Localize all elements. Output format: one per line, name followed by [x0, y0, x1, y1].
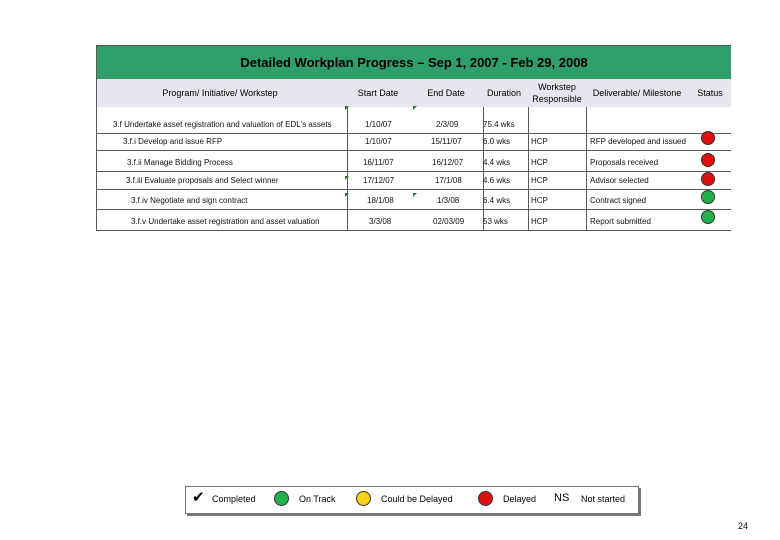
table-row	[97, 134, 731, 151]
row-duration: 6.0 wks	[483, 137, 511, 146]
status-legend	[185, 486, 639, 514]
row-deliverable: RFP developed and issued	[590, 137, 686, 146]
page-title: Detailed Workplan Progress – Sep 1, 2007 - Feb 29, 2008	[96, 45, 731, 79]
row-duration: 4.6 wks	[483, 176, 511, 185]
col-start: Start Date	[357, 88, 399, 98]
legend-not-started: Not started	[581, 494, 626, 504]
table-row	[97, 155, 731, 172]
row-end: 15/11/07	[431, 137, 462, 146]
row-deliverable: Proposals received	[590, 158, 659, 167]
row-program: 3.f.v Undertake asset registration and asset valuation	[131, 217, 320, 226]
row-start: 3/3/08	[369, 217, 392, 226]
page-number: 24	[738, 521, 749, 531]
col-deliverable: Deliverable/ Milestone	[592, 88, 682, 98]
table-row	[97, 117, 731, 134]
row-responsible: HCP	[531, 137, 548, 146]
start-flag-icon	[345, 106, 349, 110]
row-start: 16/11/07	[363, 158, 394, 167]
row-end: 16/12/07	[432, 158, 464, 167]
workplan-table	[96, 107, 731, 231]
legend-delayed: Delayed	[503, 494, 537, 504]
row-duration: 53 wks	[483, 217, 508, 226]
status-on-track-icon	[701, 210, 715, 224]
row-program: 3.f.ii Manage Bidding Process	[127, 158, 233, 167]
row-start: 18/1/08	[367, 196, 394, 205]
row-duration: 4.4 wks	[483, 158, 511, 167]
col-duration: Duration	[486, 88, 522, 98]
legend-on-track-icon	[274, 491, 289, 506]
row-duration: 75.4 wks	[483, 120, 515, 129]
table-header	[96, 79, 731, 107]
legend-completed: Completed	[212, 494, 256, 504]
row-start: 17/12/07	[363, 176, 395, 185]
status-delayed-icon	[701, 131, 715, 145]
row-end: 02/03/09	[433, 217, 465, 226]
row-responsible: HCP	[531, 217, 548, 226]
legend-could-be-delayed: Could be Delayed	[381, 494, 453, 504]
row-duration: 6.4 wks	[483, 196, 511, 205]
completed-check-icon: ✔	[192, 489, 205, 506]
legend-could-be-delayed-icon	[356, 491, 371, 506]
table-row	[97, 193, 731, 210]
row-program: 3.f.iv Negotiate and sign contract	[131, 196, 248, 205]
row-responsible: HCP	[531, 176, 548, 185]
table-row	[97, 214, 731, 231]
status-on-track-icon	[701, 190, 715, 204]
row-start: 1/10/07	[365, 120, 392, 129]
row-program: 3.f.iii Evaluate proposals and Select winner	[126, 176, 279, 185]
row-end: 17/1/08	[435, 176, 462, 185]
col-end: End Date	[427, 88, 465, 98]
row-program: 3.f.i Develop and issue RFP	[123, 137, 223, 146]
row-responsible: HCP	[531, 158, 548, 167]
status-delayed-icon	[701, 153, 715, 167]
row-deliverable: Advisor selected	[590, 176, 649, 185]
table-row	[97, 173, 731, 190]
col-responsible-1: Workstep	[538, 82, 576, 92]
legend-delayed-icon	[478, 491, 493, 506]
legend-on-track: On Track	[299, 494, 336, 504]
row-program: 3.f Undertake asset registration and valuation of EDL's assets	[113, 120, 332, 129]
row-start: 1/10/07	[365, 137, 392, 146]
status-delayed-icon	[701, 172, 715, 186]
row-deliverable: Report submitted	[590, 217, 651, 226]
end-flag-icon	[413, 106, 417, 110]
row-end: 1/3/08	[437, 196, 460, 205]
col-responsible-2: Responsible	[532, 94, 582, 104]
col-status: Status	[697, 88, 723, 98]
col-program: Program/ Initiative/ Workstep	[162, 88, 278, 98]
row-responsible: HCP	[531, 196, 548, 205]
row-end: 2/3/09	[436, 120, 459, 129]
not-started-ns-icon: NS	[554, 492, 570, 504]
row-deliverable: Contract signed	[590, 196, 647, 205]
